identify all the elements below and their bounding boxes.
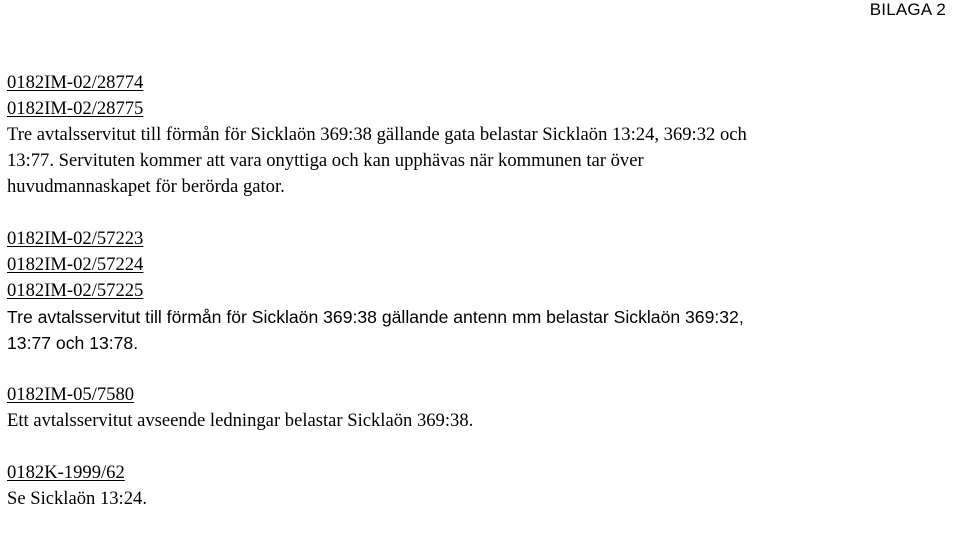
description-line: Se Sicklaön 13:24. — [7, 488, 147, 509]
description-line: huvudmannaskapet för berörda gator. — [7, 176, 285, 197]
document-body — [7, 70, 955, 512]
servitude-section-1 — [7, 70, 955, 200]
description-line: Tre avtalsservitut till förmån för Sicklaön 369:38 gällande antenn mm belastar Sicklaön 369:32, — [7, 307, 744, 327]
description-line: Ett avtalsservitut avseende ledningar belastar Sicklaön 369:38. — [7, 410, 474, 431]
reference-number: 0182IM-02/57225 — [7, 280, 144, 301]
description-line: 13:77. Servituten kommer att vara onyttiga och kan upphävas när kommunen tar över — [7, 150, 644, 171]
reference-number: 0182IM-02/57224 — [7, 254, 144, 275]
servitude-section-4 — [7, 460, 955, 512]
reference-number: 0182K-1999/62 — [7, 462, 125, 483]
reference-number: 0182IM-02/28774 — [7, 72, 144, 93]
servitude-section-2 — [7, 226, 955, 356]
description-line: Tre avtalsservitut till förmån för Sicklaön 369:38 gällande gata belastar Sicklaön 13:24, 369:32 och — [7, 124, 747, 145]
appendix-label: BILAGA 2 — [869, 0, 946, 19]
servitude-section-3 — [7, 382, 955, 434]
reference-number: 0182IM-02/28775 — [7, 98, 144, 119]
reference-number: 0182IM-05/7580 — [7, 384, 135, 405]
reference-number: 0182IM-02/57223 — [7, 228, 144, 249]
description-line: 13:77 och 13:78. — [7, 333, 139, 353]
